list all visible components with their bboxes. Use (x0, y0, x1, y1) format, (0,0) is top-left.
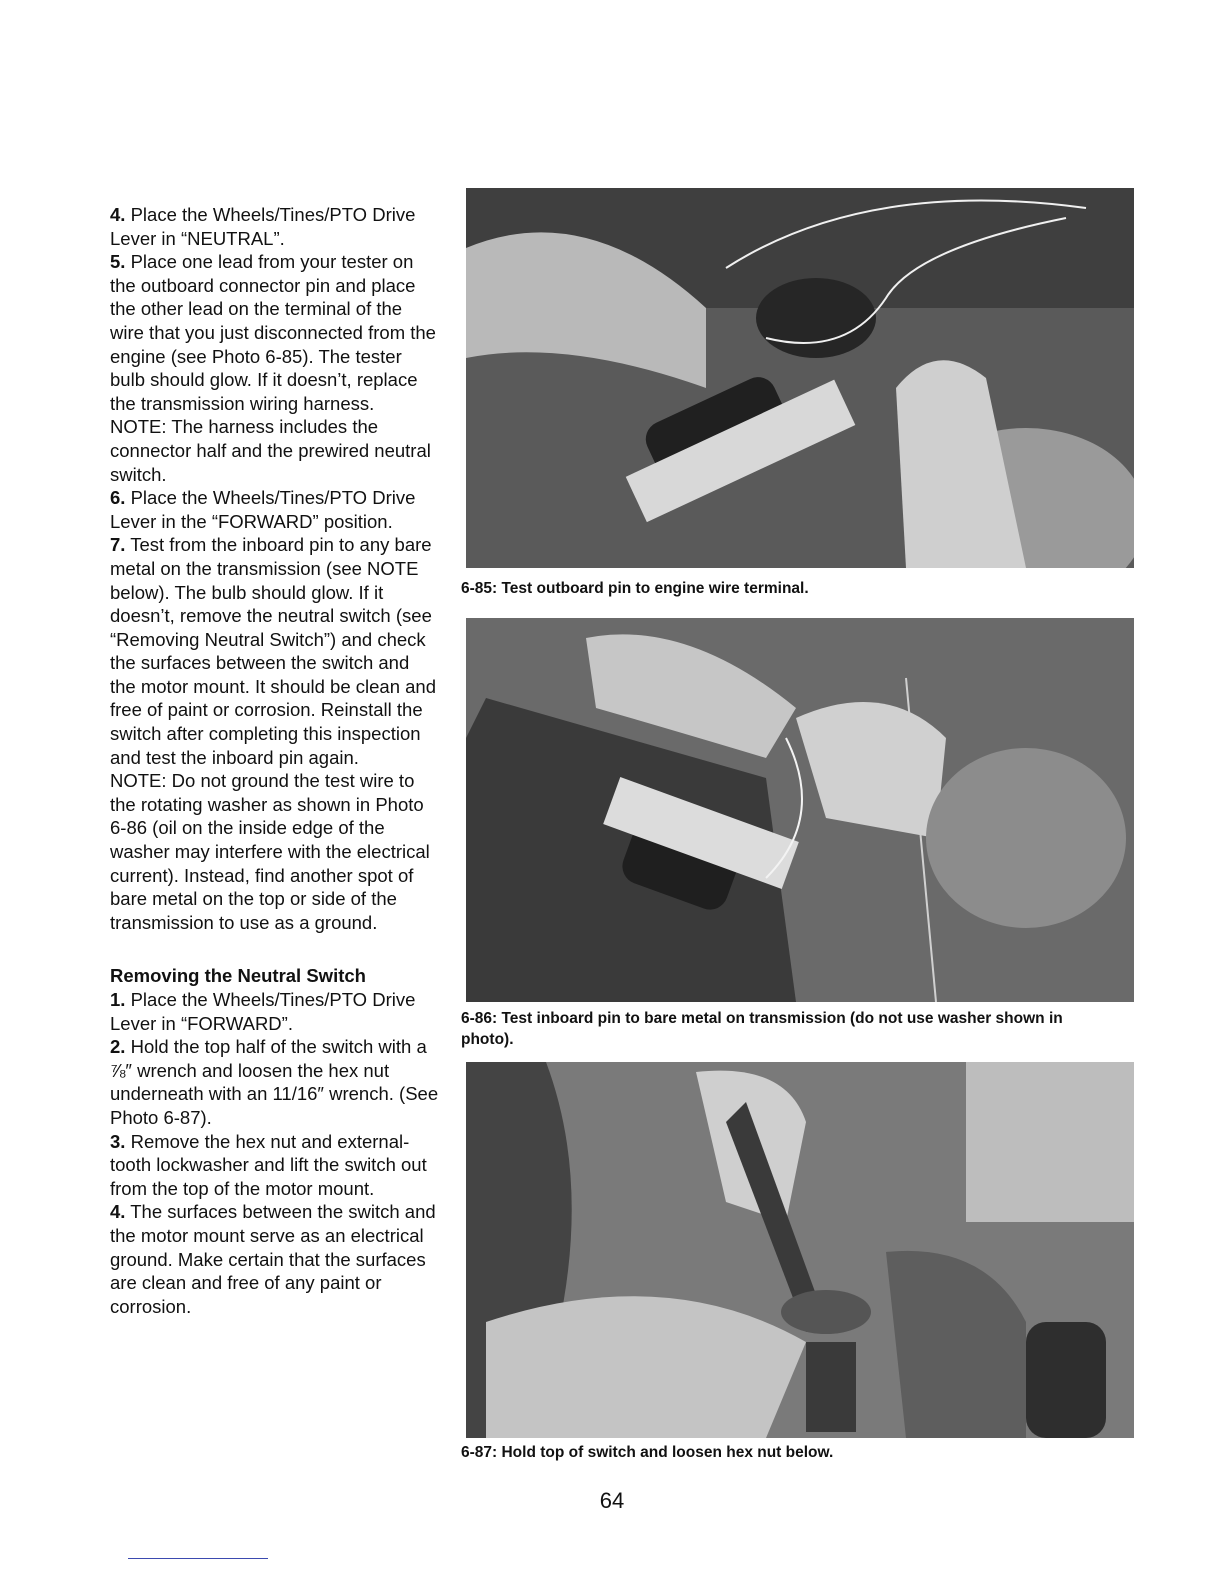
photo-6-85 (466, 188, 1134, 568)
step-6: 6. Place the Wheels/Tines/PTO Drive Lever in the “FORWARD” position. (110, 487, 416, 532)
step-7: 7. Test from the inboard pin to any bare metal on the transmission (see NOTE below). The bulb should glow. If it doesn’t, remove the neutral switch (see “Removing Neutral Switch”) and check the surfaces between the switch and the motor mount. It should be clean and free of paint or corrosion. Reinstall the switch after completing this inspection and test the inboard pin again. (110, 534, 437, 768)
instructions-column (110, 203, 440, 1318)
page-number: 64 (599, 1488, 625, 1513)
caption-6-85: 6-85: Test outboard pin to engine wire terminal. (461, 580, 809, 597)
step-5: 5. Place one lead from your tester on the outboard connector pin and place the other lead on the terminal of the wire that you just disconnected from the engine (see Photo 6-85). The tester bulb should glow. If it doesn’t, replace the transmission wiring harness. (110, 251, 436, 414)
removal-step-4: 4. The surfaces between the switch and the motor mount serve as an electrical ground. Make certain that the surfaces are clean and free of any paint or corrosion. (110, 1201, 436, 1317)
removal-step-2: 2. Hold the top half of the switch with a ⅞″ wrench and loosen the hex nut underneath with an 11/16″ wrench. (See Photo 6-87). (110, 1036, 439, 1128)
photo-6-87 (466, 1062, 1134, 1438)
note-ground: NOTE: Do not ground the test wire to the rotating washer as shown in Photo 6-86 (oil on the inside edge of the washer may interfere with the electrical current). Instead, find another spot of bare metal on the top or side of the transmission to use as a ground. (110, 770, 430, 933)
step-4: 4. Place the Wheels/Tines/PTO Drive Lever in “NEUTRAL”. (110, 204, 416, 249)
note-harness: NOTE: The harness includes the connector half and the prewired neutral switch. (110, 416, 431, 485)
caption-6-87: 6-87: Hold top of switch and loosen hex nut below. (461, 1444, 834, 1461)
footer-rule (128, 1558, 268, 1559)
photo-6-86 (466, 618, 1134, 1002)
removal-step-1: 1. Place the Wheels/Tines/PTO Drive Lever in “FORWARD”. (110, 989, 416, 1034)
caption-6-86: 6-86: Test inboard pin to bare metal on transmission (do not use washer shown in photo). (461, 1010, 1063, 1048)
removal-step-3: 3. Remove the hex nut and external-tooth lockwasher and lift the switch out from the top of the motor mount. (110, 1130, 427, 1199)
section-heading: Removing the Neutral Switch (110, 965, 366, 987)
